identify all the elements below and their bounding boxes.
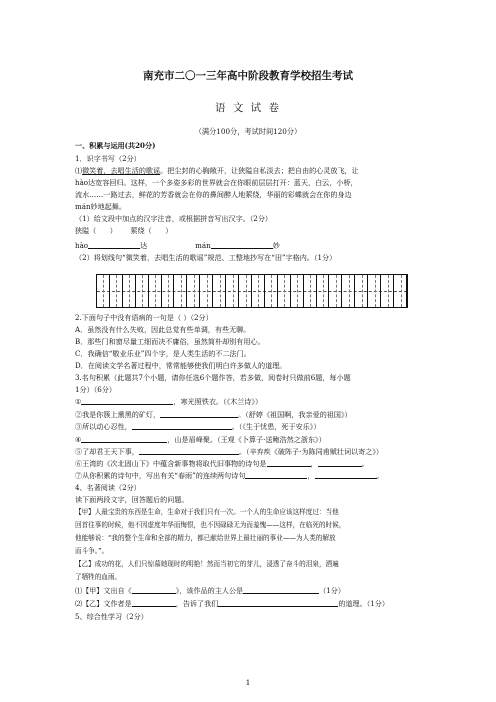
grid-cell-midline: [103, 275, 104, 307]
grid-cell-midline: [349, 275, 350, 307]
q3-item-2: ②我是你簇上熏黑的矿灯， 。（舒婷《祖国啊，我亲爱的祖国》）: [75, 410, 352, 419]
grid-cell-midline: [297, 275, 298, 307]
passage-line-3: 流水……一路过去，鲜花的芳香就会在你的鼻间醉人地萦绕，华丽的彩蝶就会在你的身边: [75, 190, 352, 199]
passage-jia-3: 他能够说：“我的整个生命和全部的精力，都已献给世界上最壮丽的事业——为人类的解放: [75, 534, 336, 542]
answer-blank[interactable]: [211, 241, 273, 249]
grid-cell-midline: [129, 275, 130, 307]
grid-cell-midline: [310, 275, 311, 307]
passage-line-2: hào达宽容回归。这样，一个多姿多彩的世界就会在你眼前层层打开：蓝天，白云，小桥，: [75, 178, 358, 187]
underlined-sentence: 微笑着，去唱生活的歌谣: [82, 166, 161, 175]
option-c: C．我确信“敬业乐业”四个字，是人类生活的不二法门。: [75, 349, 251, 358]
passage-jia-2: 回首往事的时候，他不因虚度年华而悔恨，也不因碌碌无为而羞愧——这样，在临死的时候，: [75, 521, 346, 529]
grid-cell[interactable]: [200, 275, 213, 307]
grid-cell[interactable]: [291, 275, 304, 307]
passage-yi-1: 【乙】成功的花，人们只惊慕她现时的明艳！然而当初它的芽儿，浸透了奋斗的泪泉，洒遍: [75, 560, 339, 568]
grid-cell[interactable]: [394, 275, 407, 307]
grid-cell[interactable]: [304, 275, 317, 307]
question-5: 5、综合性学习（2分）: [75, 612, 148, 621]
grid-cell[interactable]: [368, 275, 381, 307]
grid-cell[interactable]: [123, 275, 136, 307]
question-4-2: ⑵【乙】文作者是 ，告诉了我们 的道理。（1分）: [75, 599, 389, 608]
grid-cell-midline: [362, 275, 363, 307]
question-3: 3.名句积累（此题共7个小题，请你任选6个题作答，若多做，阅卷时只做前6题，每小题: [75, 373, 351, 382]
grid-cell-midline: [116, 275, 117, 307]
question-1-1-a: 狭隘（ ） 萦绕（ ）: [75, 226, 173, 235]
grid-cell-midline: [258, 275, 259, 307]
grid-cell[interactable]: [252, 275, 265, 307]
passage-jia-1: 【甲】人最宝贵的东西是生命，生命对于我们只有一次。一个人的生命应该这样度过：当他: [75, 508, 339, 516]
grid-cell[interactable]: [381, 275, 394, 307]
grid-cell[interactable]: [342, 275, 355, 307]
exam-subtitle: 语 文 试 卷: [214, 102, 281, 114]
option-d: D．在阅读文学名著过程中，常常能够使我们明白许多做人的道理。: [75, 361, 287, 370]
grid-cell[interactable]: [187, 275, 200, 307]
grid-cell[interactable]: [175, 275, 188, 307]
grid-cell-midline: [155, 275, 156, 307]
exam-title: 南充市二〇一三年高中阶段教育学校招生考试: [143, 70, 353, 82]
passage-line-4: mán妙地起舞。: [75, 202, 126, 211]
grid-cell[interactable]: [97, 275, 110, 307]
grid-cell-midline: [388, 275, 389, 307]
q3-item-7: ⑦从你积累的诗句中，写出有关“春雨”的连续两句诗句 ， 。: [75, 471, 384, 480]
grid-cell[interactable]: [355, 275, 368, 307]
question-2: 2.下面句子中没有语病的一句是（ ）（2分）: [75, 313, 213, 322]
question-1-2: （2）将划线句“微笑着，去唱生活的歌谣”规范、工整地抄写在“田”字格内。（1分）: [75, 253, 337, 262]
grid-cell-midline: [246, 275, 247, 307]
question-3-cont: 1分）（6分）: [75, 385, 116, 394]
grid-cell[interactable]: [136, 275, 149, 307]
section-heading: 一、积累与运用(共20分): [75, 141, 156, 150]
grid-cell[interactable]: [149, 275, 162, 307]
grid-cell-midline: [142, 275, 143, 307]
q3-item-3: ③所以动心忍性， 。（《生于忧患，死于安乐》）: [75, 422, 321, 431]
grid-cell-midline: [401, 275, 402, 307]
exam-note: （满分100分，考试时间120分）: [194, 127, 302, 136]
grid-cell-midline: [168, 275, 169, 307]
answer-blank[interactable]: [88, 241, 140, 249]
question-4-1: ⑴【甲】文出自《 》，该作品的主人公是 （1分）: [75, 586, 345, 595]
question-4: 4、名著阅读（2分）: [75, 483, 141, 492]
grid-cell-midline: [194, 275, 195, 307]
grid-cell-midline: [207, 275, 208, 307]
tianzige-grid[interactable]: [96, 274, 408, 308]
passage-yi-2: 了牺牲的血雨。: [75, 573, 122, 581]
grid-cell[interactable]: [213, 275, 226, 307]
grid-cell-midline: [375, 275, 376, 307]
q3-item-5: ⑤了却君王天下事， 。（辛弃疾《破阵子·为陈同甫赋壮词以寄之》）: [75, 447, 383, 456]
question-4-intro: 读下面两段文字，回答题后的问题。: [75, 495, 189, 504]
grid-cell-midline: [220, 275, 221, 307]
option-a: A．虽然没有什么失败，因此总觉有些单调，有些无聊。: [75, 325, 251, 334]
grid-cell-midline: [271, 275, 272, 307]
grid-cell[interactable]: [278, 275, 291, 307]
question-1-1: （1）给文段中加点的汉字注音，或根据拼音写出汉字。（2分）: [75, 214, 273, 223]
option-b: B．那些门和窗尽量工细而决不庸俗，虽然简朴却别有用心。: [75, 337, 265, 346]
grid-cell-midline: [336, 275, 337, 307]
grid-cell[interactable]: [162, 275, 175, 307]
grid-cell-midline: [323, 275, 324, 307]
question-1: 1．识字书写（2分）: [75, 154, 141, 163]
grid-cell-midline: [284, 275, 285, 307]
passage-jia-4: 而斗争。”。: [75, 547, 109, 555]
grid-cell[interactable]: [110, 275, 123, 307]
grid-cell-midline: [233, 275, 234, 307]
grid-cell[interactable]: [330, 275, 343, 307]
grid-cell[interactable]: [317, 275, 330, 307]
q3-item-4: ④ ，山是眉峰聚。（王观《卜算子·送鲍浩然之浙东》）: [75, 435, 326, 444]
grid-cell[interactable]: [265, 275, 278, 307]
grid-cell[interactable]: [226, 275, 239, 307]
q3-item-6: ⑥王湾的《次北固山下》中蕴含新事物将取代旧事物的诗句是 ， 。: [75, 459, 369, 468]
page-number: 1: [245, 678, 251, 687]
grid-cell-midline: [181, 275, 182, 307]
passage-line-1: ⑴微笑着，去唱生活的歌谣。把尘封的心胸敞开，让狭隘自私淡去；把自由的心灵放飞，让: [75, 166, 359, 175]
question-1-1-b: hào 达 mán 妙: [75, 241, 280, 250]
q3-item-1: ① ，寒光照铁衣。（《木兰诗》）: [75, 397, 263, 406]
grid-cell[interactable]: [239, 275, 252, 307]
